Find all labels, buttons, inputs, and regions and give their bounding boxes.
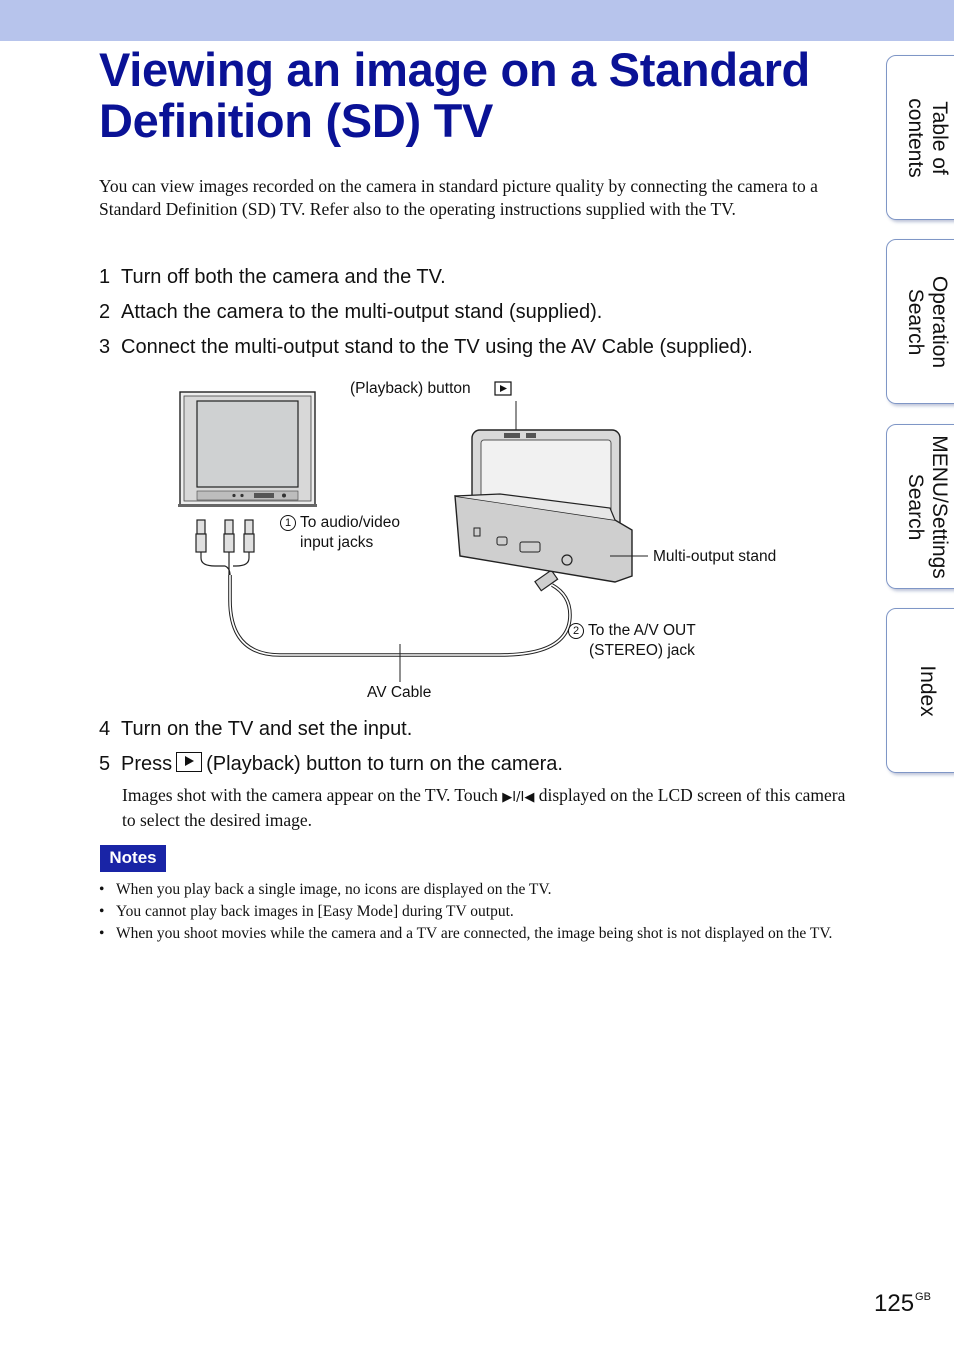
notes-heading: Notes	[100, 845, 166, 872]
step-5	[99, 752, 563, 787]
av-plugs	[196, 520, 254, 575]
description-after: displayed on the LCD screen of this camera to select the desired image.	[122, 785, 846, 830]
tab-menu-settings-search[interactable]	[886, 424, 954, 589]
connection-diagram	[170, 370, 820, 710]
tab-table-of-contents[interactable]	[886, 55, 954, 220]
step-number: 4	[99, 718, 111, 740]
note-item: • When you shoot movies while the camera and a TV are connected, the image being shot is not displayed on the TV.	[99, 923, 851, 945]
notes-list	[99, 879, 851, 945]
step-number: 5	[99, 753, 111, 775]
av-cable	[230, 575, 570, 655]
callout-number: 2	[568, 623, 584, 639]
prev-next-icon: ▶I/I◀	[502, 790, 535, 805]
tab-label: MENU/Settings Search	[904, 434, 951, 579]
note-item: • When you play back a single image, no icons are displayed on the TV.	[99, 879, 851, 901]
step-text: Connect the multi-output stand to the TV using the AV Cable (supplied).	[121, 336, 753, 358]
camera-on-stand	[455, 430, 632, 582]
callout-number: 1	[280, 515, 296, 531]
steps-1-3	[99, 265, 753, 370]
multi-output-stand-label: Multi-output stand	[653, 548, 777, 565]
step-4	[99, 717, 563, 752]
step-2	[99, 300, 753, 335]
tab-index[interactable]	[886, 608, 954, 773]
tab-label: Operation Search	[904, 275, 951, 368]
step-text: Turn off both the camera and the TV.	[121, 266, 446, 288]
description-before: Images shot with the camera appear on the TV. Touch	[122, 785, 498, 805]
note-item: • You cannot play back images in [Easy Mode] during TV output.	[99, 901, 851, 923]
callout-line: To the A/V OUT	[588, 622, 696, 639]
tv-illustration	[178, 392, 317, 507]
step-number: 3	[99, 336, 111, 358]
step-1	[99, 265, 753, 300]
tab-operation-search[interactable]	[886, 239, 954, 404]
playback-icon	[495, 382, 511, 395]
page-number-value: 125	[874, 1290, 915, 1317]
playback-icon	[176, 752, 202, 772]
step-number: 1	[99, 266, 111, 288]
header-band	[0, 0, 954, 41]
callout-1-label-line2: input jacks	[300, 534, 374, 551]
step-text-after: (Playback) button to turn on the camera.	[206, 753, 563, 775]
page-title: Viewing an image on a Standard Definition (SD) TV	[99, 43, 810, 147]
tab-label: Index	[916, 664, 939, 717]
step-number: 2	[99, 301, 111, 323]
tab-label: Table of contents	[904, 97, 951, 178]
callout-2-label	[568, 621, 696, 641]
steps-4-5	[99, 717, 563, 787]
playback-button-label: (Playback) button	[350, 380, 471, 397]
page-number	[874, 1290, 931, 1318]
page-number-suffix: GB	[915, 1291, 931, 1303]
step-5-description	[122, 784, 852, 832]
step-3	[99, 335, 753, 370]
callout-1-label	[280, 513, 400, 533]
intro-paragraph: You can view images recorded on the camera in standard picture quality by connecting the camera to a Standard Definition (SD) TV. Refer also to the operating instructions supplied with the TV.	[99, 176, 818, 219]
callout-line: To audio/video	[300, 514, 400, 531]
step-text-before: Press	[121, 753, 173, 775]
step-text: Turn on the TV and set the input.	[121, 718, 413, 740]
step-text: Attach the camera to the multi-output stand (supplied).	[121, 301, 603, 323]
connection-illustration	[170, 370, 820, 710]
av-cable-label: AV Cable	[367, 684, 432, 701]
callout-2-label-line2: (STEREO) jack	[589, 642, 695, 659]
